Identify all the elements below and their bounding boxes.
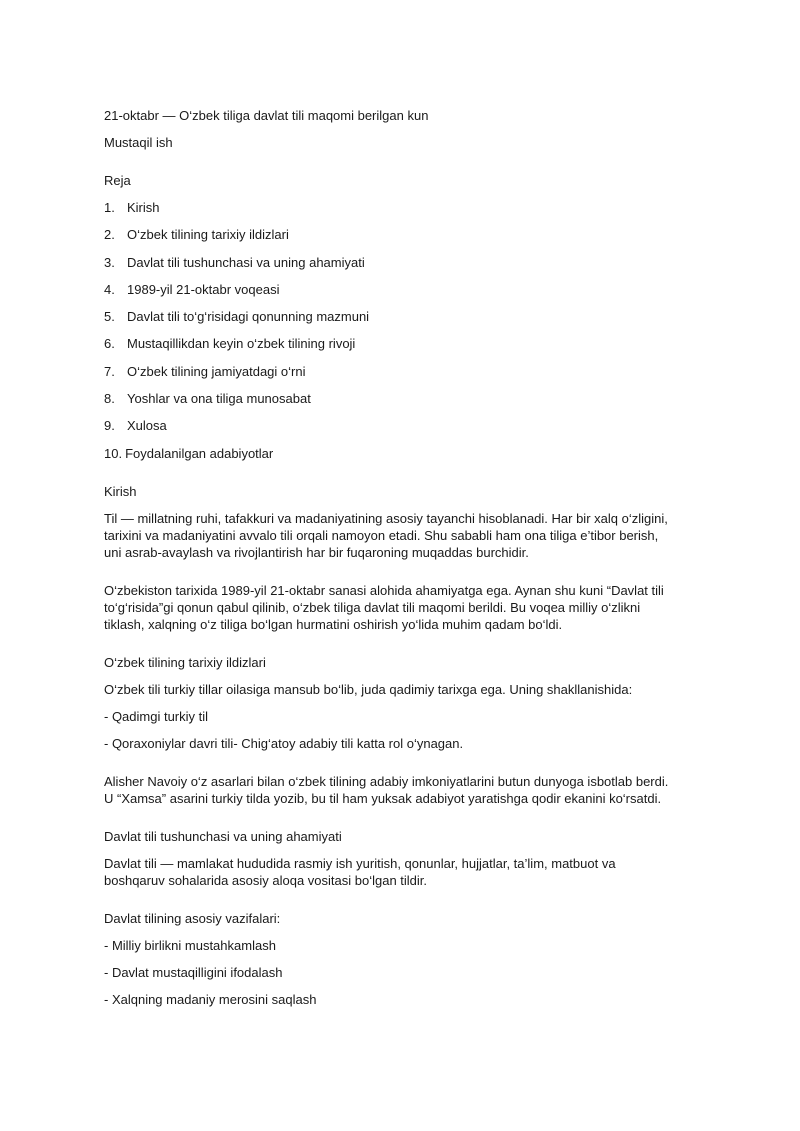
document-subtitle: Mustaqil ish [104, 135, 173, 150]
plan-item [104, 445, 704, 462]
list-item: - Qadimgi turkiy til [104, 708, 209, 724]
section-heading-kirish: Kirish [104, 483, 137, 499]
section-heading-state: Davlat tili tushunchasi va uning ahamiyati [104, 828, 342, 844]
list-item: - Milliy birlikni mustahkamlash [104, 937, 276, 953]
paragraph-line: boshqaruv sohalarida asosiy aloqa vositasi bo‘lgan tildir. [104, 872, 428, 888]
plan-item-text: Yoshlar va ona tiliga munosabat [127, 391, 311, 407]
paragraph [104, 855, 704, 889]
paragraph-line: Til — millatning ruhi, tafakkuri va madaniyatining asosiy tayanchi hisoblanadi. Har bir xalq o‘zligini, [104, 510, 668, 526]
list-item: - Davlat mustaqilligini ifodalash [104, 964, 283, 980]
plan-item-number: 7. [104, 363, 115, 379]
paragraph-line: uni asrab-avaylash va rivojlantirish har bir fuqaroning muqaddas burchidir. [104, 544, 529, 560]
plan-item-text: Foydalanilgan adabiyotlar [125, 445, 274, 461]
plan-item-text: Mustaqillikdan keyin o‘zbek tilining rivoji [127, 336, 356, 352]
paragraph [104, 773, 704, 807]
functions-heading: Davlat tilining asosiy vazifalari: [104, 910, 281, 926]
plan-item [104, 254, 704, 271]
plan-item-text: O‘zbek tilining tarixiy ildizlari [127, 227, 289, 243]
plan-item [104, 417, 704, 434]
plan-item-number: 4. [104, 281, 115, 297]
plan-item [104, 308, 704, 325]
plan-item-number: 8. [104, 391, 115, 407]
plan-item-number: 6. [104, 336, 115, 352]
plan-list [104, 199, 704, 462]
plan-item-number: 2. [104, 227, 115, 243]
plan-item-text: O‘zbek tilining jamiyatdagi o‘rni [127, 363, 306, 379]
plan-item-number: 3. [104, 254, 115, 270]
paragraph [104, 582, 704, 633]
plan-item-number: 5. [104, 309, 115, 325]
section-heading-roots: O‘zbek tilining tarixiy ildizlari [104, 654, 266, 670]
plan-item [104, 363, 704, 380]
plan-item [104, 226, 704, 243]
paragraph-line: O‘zbekiston tarixida 1989-yil 21-oktabr sanasi alohida ahamiyatga ega. Aynan shu kuni “Davlat tili [104, 582, 664, 598]
plan-item-text: Kirish [127, 200, 160, 215]
plan-item-number: 1. [104, 200, 115, 215]
plan-item-number: 10. [104, 445, 123, 461]
paragraph-line: U “Xamsa” asarini turkiy tilda yozib, bu til ham yuksak adabiyot yaratishga qodir ekanini ko‘rsatdi. [104, 790, 662, 806]
plan-item [104, 390, 704, 407]
paragraph-line: O‘zbek tili turkiy tillar oilasiga mansub bo‘lib, juda qadimiy tarixga ega. Uning shakllanishida: [104, 681, 633, 697]
paragraph-line: tarixini va madaniyatini avvalo tili orqali namoyon etadi. Shu sababli ham ona tiliga e’tibor berish, [104, 527, 659, 543]
paragraph-line: tiklash, xalqning o‘z tiliga bo‘lgan hurmatini oshirish yo‘lida muhim qadam bo‘ldi. [104, 616, 563, 632]
list-item: - Qoraxoniylar davri tili- Chig‘atoy adabiy tili katta rol o‘ynagan. [104, 735, 464, 751]
plan-heading: Reja [104, 173, 131, 188]
paragraph-line: Alisher Navoiy o‘z asarlari bilan o‘zbek tilining adabiy imkoniyatlarini butun dunyoga isbotlab berdi. [104, 773, 669, 789]
document-title: 21-oktabr — O‘zbek tiliga davlat tili maqomi berilgan kun [104, 108, 429, 123]
plan-item [104, 335, 704, 352]
paragraph-line: to‘g‘risida”gi qonun qabul qilinib, o‘zbek tiliga davlat tili maqomi berildi. Bu voqea milliy o‘zlikni [104, 599, 641, 615]
plan-item-text: Davlat tili to‘g‘risidagi qonunning mazmuni [127, 309, 370, 325]
document-page [104, 107, 704, 1018]
plan-item-text: Davlat tili tushunchasi va uning ahamiyati [127, 254, 365, 270]
plan-item-text: Xulosa [127, 418, 167, 434]
paragraph-line: Davlat tili — mamlakat hududida rasmiy ish yuritish, qonunlar, hujjatlar, ta’lim, matbuot va [104, 855, 616, 871]
paragraph [104, 510, 704, 561]
plan-item-number: 9. [104, 418, 115, 434]
plan-item [104, 281, 704, 298]
plan-item-text: 1989-yil 21-oktabr voqeasi [127, 281, 280, 297]
list-item: - Xalqning madaniy merosini saqlash [104, 991, 317, 1007]
plan-item [104, 199, 704, 216]
